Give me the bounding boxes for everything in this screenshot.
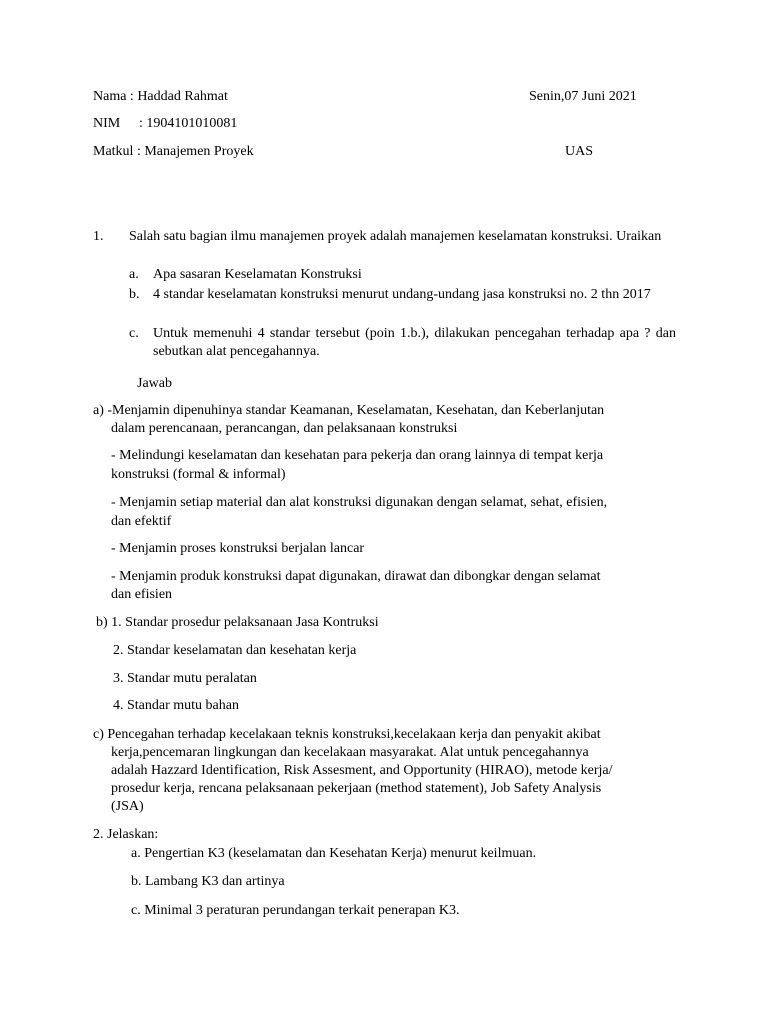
answer-c-line-1: c) Pencegahan terhadap kecelakaan teknis konstruksi,kecelakaan kerja dan penyakit akibat xyxy=(93,727,601,742)
question-1a-text: Apa sasaran Keselamatan Konstruksi xyxy=(153,267,362,282)
answer-heading: Jawab xyxy=(137,376,172,391)
question-2-heading: 2. Jelaskan: xyxy=(93,827,159,842)
question-1c-text: Untuk memenuhi 4 standar tersebut (poin 1.b.), dilakukan pencegahan terhadap apa ? dan sebutkan alat pencegahannya. xyxy=(153,326,676,359)
answer-a-point-1: - Melindungi keselamatan dan kesehatan para pekerja dan orang lainnya di tempat kerja xyxy=(111,448,604,463)
exam-date: Senin,07 Juni 2021 xyxy=(529,89,637,104)
question-2a-text: a. Pengertian K3 (keselamatan dan Kesehatan Kerja) menurut keilmuan. xyxy=(131,846,537,861)
answer-b-item-3: 3. Standar mutu peralatan xyxy=(113,671,257,686)
answer-a-point-4: - Menjamin produk konstruksi dapat digunakan, dirawat dan dibongkar dengan selamat xyxy=(111,569,601,584)
question-1-text: Salah satu bagian ilmu manajemen proyek adalah manajemen keselamatan konstruksi. Uraikan xyxy=(129,229,662,244)
answer-b-item-1: b) 1. Standar prosedur pelaksanaan Jasa Kontruksi xyxy=(96,615,379,630)
answer-a-point-2-cont: dan efektif xyxy=(111,514,172,529)
question-1b-label: b. xyxy=(129,287,140,302)
question-1b-text: 4 standar keselamatan konstruksi menurut undang-undang jasa konstruksi no. 2 thn 2017 xyxy=(153,287,651,302)
exam-type: UAS xyxy=(565,144,594,159)
answer-c-line-4: prosedur kerja, rencana pelaksanaan pekerjaan (method statement), Job Safety Analysis xyxy=(111,781,602,796)
answer-b-item-4: 4. Standar mutu bahan xyxy=(113,698,239,713)
nim-value: : 1904101010081 xyxy=(139,116,238,131)
answer-a-line-2: dalam perencanaan, perancangan, dan pelaksanaan konstruksi xyxy=(111,421,458,436)
answer-b-item-2: 2. Standar keselamatan dan kesehatan kerja xyxy=(113,643,357,658)
answer-c-line-5: (JSA) xyxy=(111,799,144,814)
answer-a-point-4-cont: dan efisien xyxy=(111,587,173,602)
answer-a-point-3: - Menjamin proses konstruksi berjalan lancar xyxy=(111,541,365,556)
nim-label: NIM xyxy=(93,116,121,131)
question-2b-text: b. Lambang K3 dan artinya xyxy=(131,874,285,889)
answer-a-line-1: a) -Menjamin dipenuhinya standar Keamanan, Keselamatan, Kesehatan, dan Keberlanjutan xyxy=(93,403,605,418)
question-2c-text: c. Minimal 3 peraturan perundangan terkait penerapan K3. xyxy=(131,903,460,918)
course-name: Matkul : Manajemen Proyek xyxy=(93,144,254,159)
question-1a-label: a. xyxy=(129,267,139,282)
question-1-number: 1. xyxy=(93,229,104,244)
answer-c-line-2: kerja,pencemaran lingkungan dan kecelakaan masyarakat. Alat untuk pencegahannya xyxy=(111,745,589,760)
answer-c-line-3: adalah Hazzard Identification, Risk Assesment, and Opportunity (HIRAO), metode kerja/ xyxy=(111,763,613,778)
answer-a-point-2: - Menjamin setiap material dan alat konstruksi digunakan dengan selamat, sehat, efisien, xyxy=(111,495,608,510)
student-name: Nama : Haddad Rahmat xyxy=(93,89,228,104)
question-1c-label: c. xyxy=(129,326,139,341)
answer-a-point-1-cont: konstruksi (formal & informal) xyxy=(111,467,286,482)
